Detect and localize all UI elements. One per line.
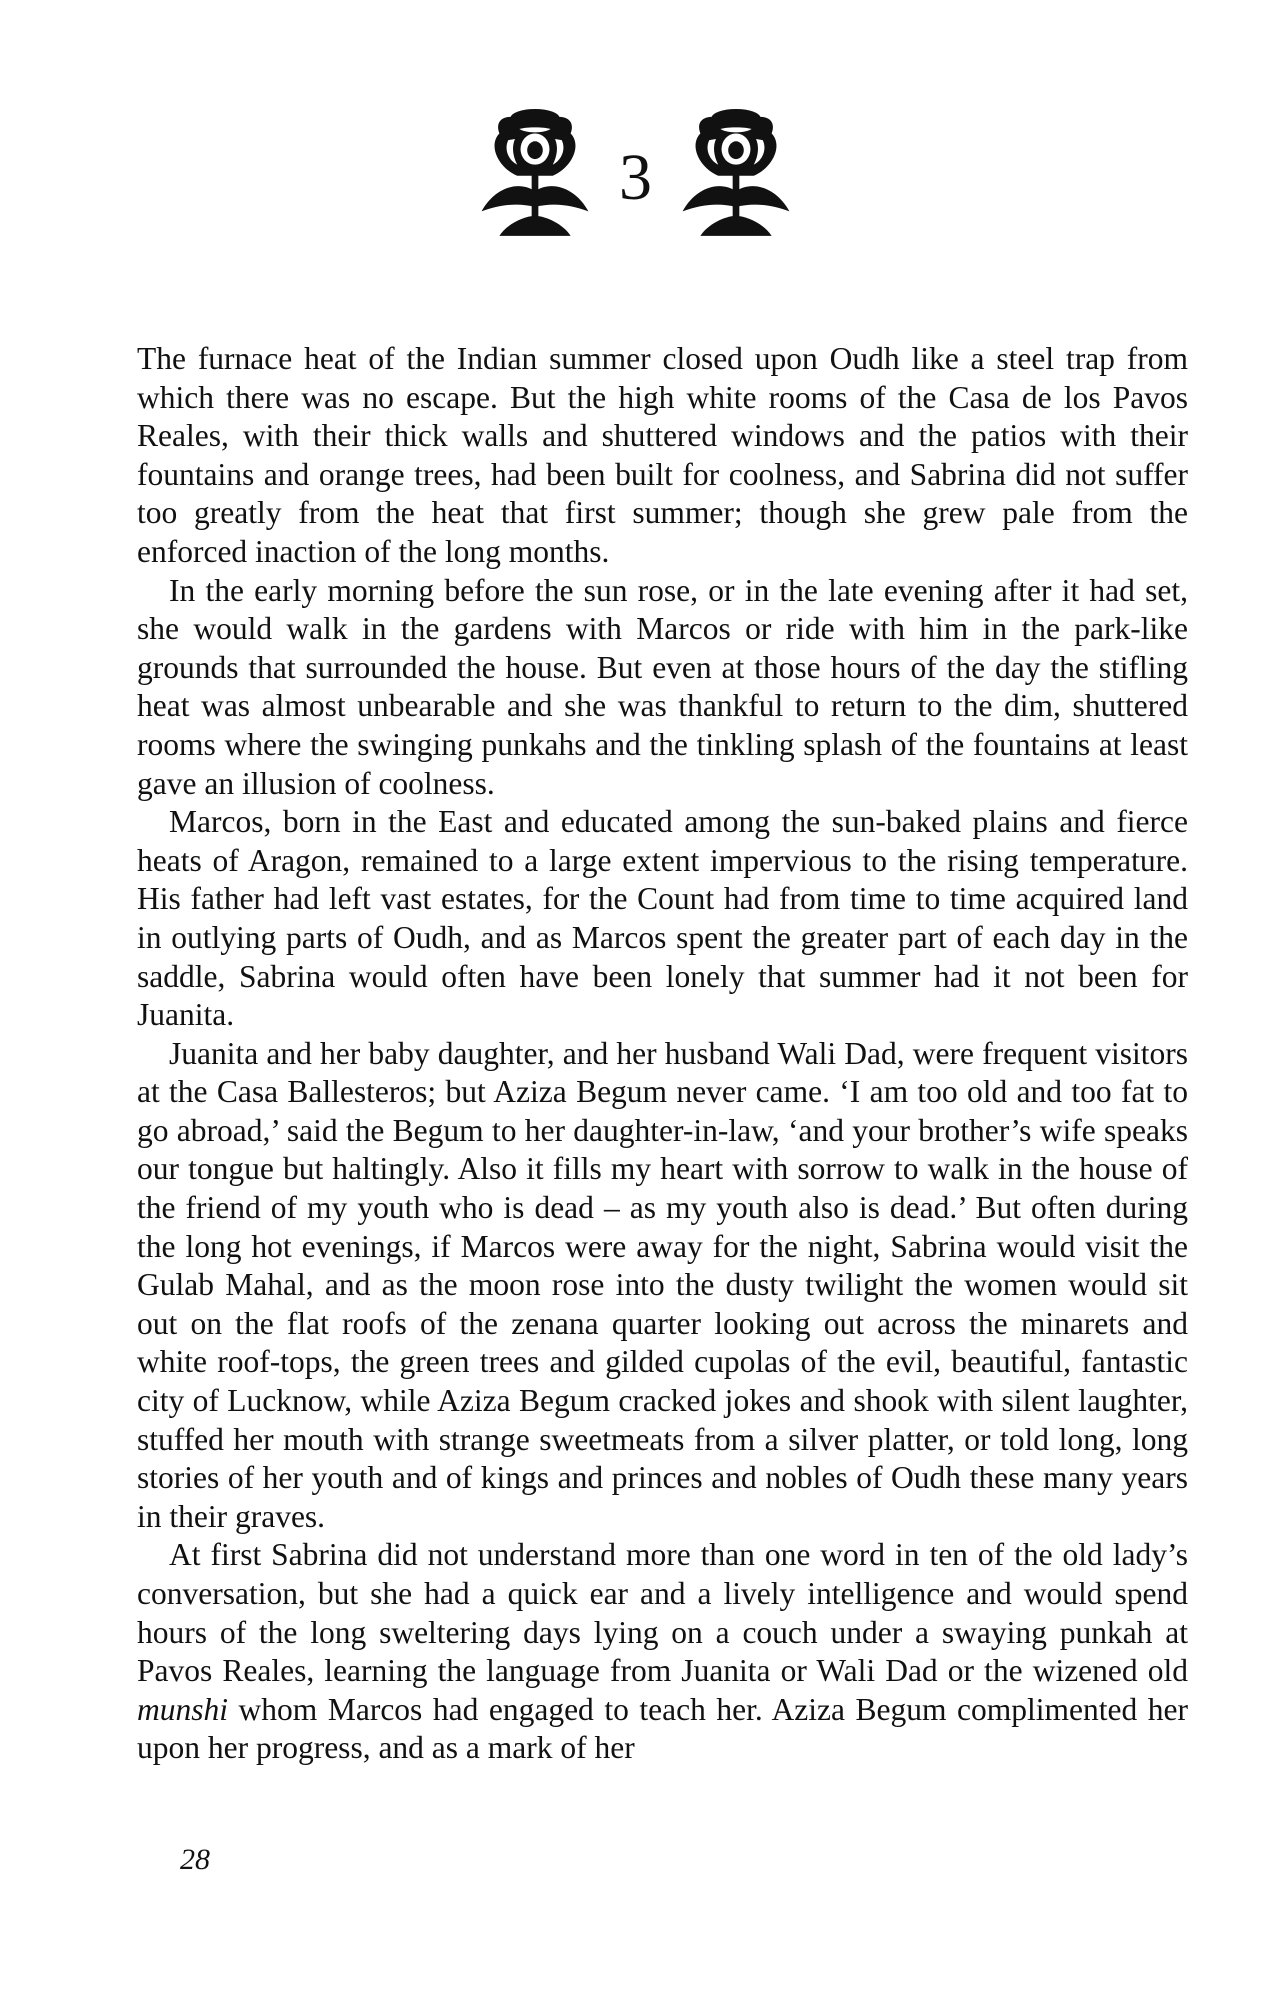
paragraph: Marcos, born in the East and educated among the sun-baked plains and fierce heats of Aragon, remained to a large extent impervious to the rising temperature. His father had left vast estates, for the Count had from time to time acquired land in outlying parts of Oudh, and as Marcos spent the greater part of each day in the saddle, Sabrina would often have been lonely that summer had it not been for Juanita.: [137, 804, 1188, 1033]
chapter-body: [137, 340, 1188, 1768]
chapter-heading: [0, 108, 1271, 238]
page-number: 28: [180, 1843, 210, 1876]
chapter-number: 3: [619, 141, 652, 214]
paragraph: The furnace heat of the Indian summer closed upon Oudh like a steel trap from which there was no escape. But the high white rooms of the Casa de los Pavos Reales, with their thick walls and shuttered windows and the patios with their fountains and orange trees, had been built for coolness, and Sabrina did not suffer too greatly from the heat that first summer; though she grew pale from the enforced inaction of the long months.: [137, 341, 1188, 569]
paragraph: Juanita and her baby daughter, and her husband Wali Dad, were frequent visitors at the Casa Ballesteros; but Aziza Begum never came. ‘I am too old and too fat to go abroad,’ said the Begum to her daughter-in-law, ‘and your brother’s wife speaks our tongue but haltingly. Also it fills my heart with sorrow to walk in the house of the friend of my youth who is dead – as my youth also is dead.’ But often during the long hot evenings, if Marcos were away for the night, Sabrina would visit the Gulab Mahal, and as the moon rose into the dusty twilight the women would sit out on the flat roofs of the zenana quarter looking out across the minarets and white roof-tops, the green trees and gilded cupolas of the evil, beautiful, fantastic city of Lucknow, while Aziza Begum cracked jokes and shook with silent laughter, stuffed her mouth with strange sweetmeats from a silver platter, or told long, long stories of her youth and of kings and princes and nobles of Oudh these many years in their graves.: [137, 1035, 1188, 1534]
paragraph-text: whom Marcos had engaged to teach her. Aziza Begum complimented her upon her progress, and as a mark of her: [137, 1691, 1188, 1766]
paragraph: In the early morning before the sun rose, or in the late evening after it had set, she would walk in the gardens with Marcos or ride with him in the park-like grounds that surrounded the house. But even at those hours of the day the stifling heat was almost unbearable and she was thankful to return to the dim, shuttered rooms where the swinging punkahs and the tinkling splash of the fountains at least gave an illusion of coolness.: [137, 572, 1188, 801]
italic-term: munshi: [137, 1691, 229, 1727]
paragraph: [137, 1536, 1188, 1768]
paragraph-text: At first Sabrina did not understand more than one word in ten of the old lady’s conversation, but she had a quick ear and a lively intelligence and would spend hours of the long sweltering days lying on a couch under a swaying punkah at Pavos Reales, learning the language from Juanita or Wali Dad or the wizened old: [137, 1537, 1188, 1689]
flower-ornament-icon: [479, 109, 591, 237]
flower-ornament-icon: [680, 109, 792, 237]
